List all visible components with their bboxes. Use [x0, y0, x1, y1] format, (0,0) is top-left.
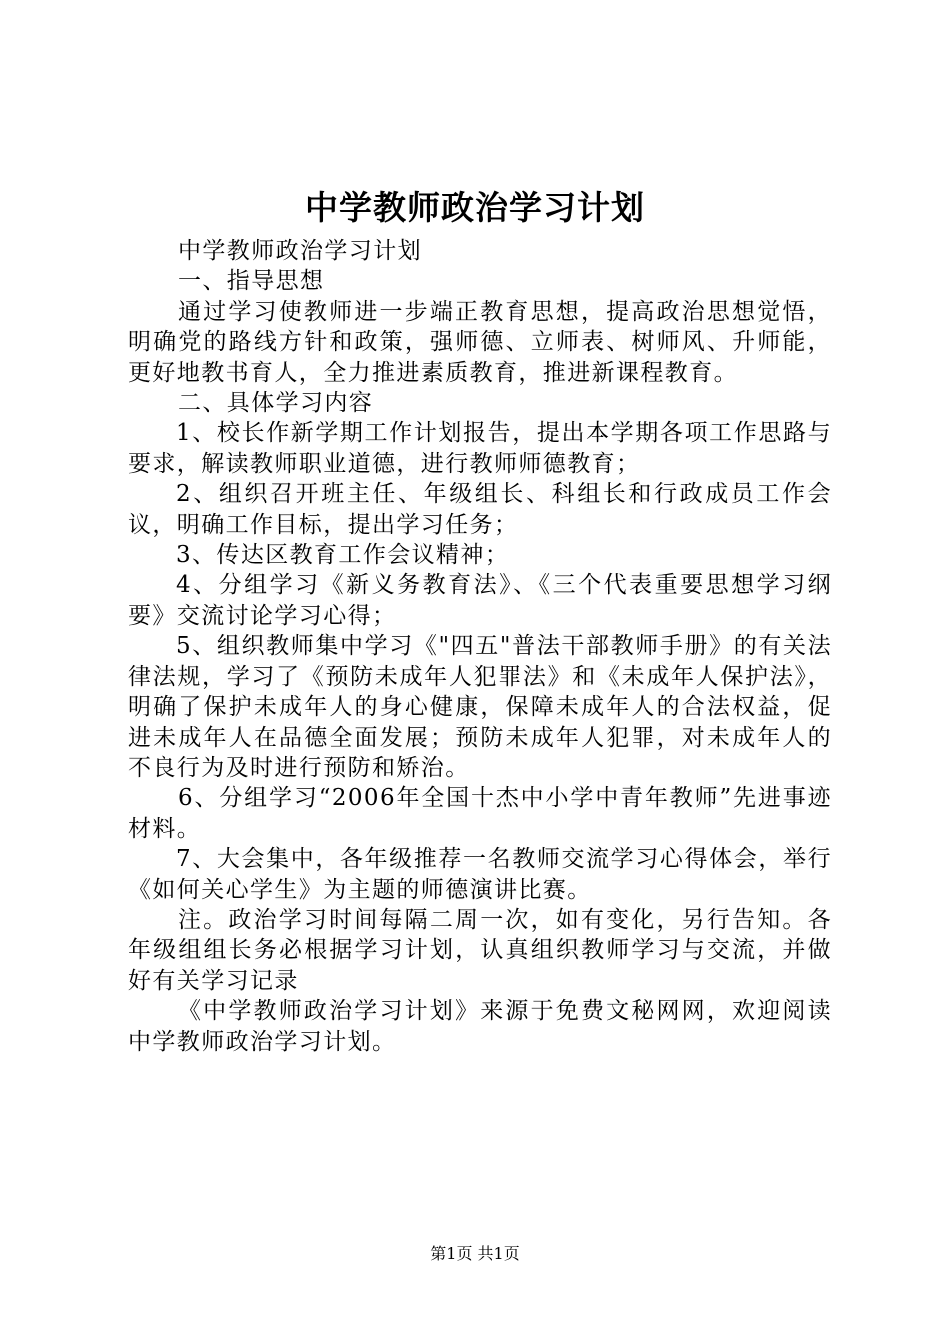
note-paragraph: 注。政治学习时间每隔二周一次，如有变化，另行告知。各年级组组长务必根据学习计划，认真组织教师学习与交流，并做好有关学习记录 [128, 906, 832, 994]
section-heading-study-content: 二、具体学习内容 [178, 390, 374, 417]
list-item-1: 1、校长作新学期工作计划报告，提出本学期各项工作思路与要求，解读教师职业道德，进行教师师德教育； [128, 420, 832, 477]
list-item-2: 2、组织召开班主任、年级组长、科组长和行政成员工作会议，明确工作目标，提出学习任务； [128, 481, 832, 538]
page-number-footer: 第1页 共1页 [430, 1244, 520, 1263]
section-heading-guiding-ideology: 一、指导思想 [178, 268, 325, 295]
list-item-4: 4、分组学习《新义务教育法》、《三个代表重要思想学习纲要》交流讨论学习心得； [128, 572, 832, 629]
source-paragraph: 《中学教师政治学习计划》来源于免费文秘网网，欢迎阅读中学教师政治学习计划。 [128, 998, 832, 1055]
list-item-6: 6、分组学习“2006年全国十杰中小学中青年教师”先进事迹材料。 [128, 785, 832, 842]
list-item-5: 5、组织教师集中学习《"四五"普法干部教师手册》的有关法律法规，学习了《预防未成年人犯罪法》和《未成年人保护法》，明确了保护未成年人的身心健康，保障未成年人的合法权益，促进未成年人在品德全面发展；预防未成年人犯罪，对未成年人的不良行为及时进行预防和矫治。 [128, 633, 832, 781]
document-body [128, 236, 832, 1057]
paragraph-subtitle: 中学教师政治学习计划 [178, 238, 422, 264]
list-item-7: 7、大会集中，各年级推荐一名教师交流学习心得体会，举行《如何关心学生》为主题的师德演讲比赛。 [128, 846, 832, 903]
paragraph-guiding-ideology: 通过学习使教师进一步端正教育思想，提高政治思想觉悟，明确党的路线方针和政策，强师德、立师表、树师风、升师能，更好地教书育人，全力推进素质教育，推进新课程教育。 [128, 298, 832, 386]
document-title: 中学教师政治学习计划 [305, 188, 645, 227]
list-item-3: 3、传达区教育工作会议精神； [176, 542, 510, 569]
